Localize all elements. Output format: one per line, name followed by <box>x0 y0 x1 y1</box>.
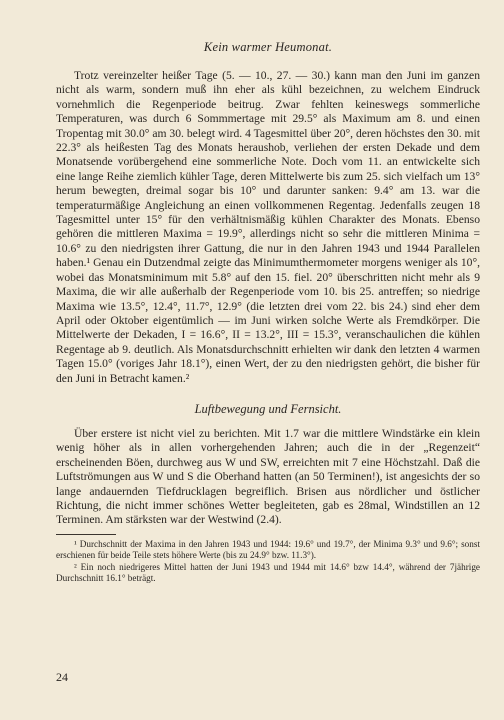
footnotes <box>56 539 480 585</box>
footnote-2: ² Ein noch niedrigeres Mittel hatten der Juni 1943 und 1944 mit 14.6° bzw 14.4°, während der 7jährige Durchschnitt 16.1° beträgt. <box>56 561 480 584</box>
section-body-wind <box>56 427 480 528</box>
paragraph-wind: Über erstere ist nicht viel zu berichten. Mit 1.7 war die mittlere Windstärke ein klein wenig höher als in allen vorhergehenden Jahren; auch die in der „Regenzeit“ erscheinenden Böen, durchweg aus W und SW, erreichten mit 7 eine Höchstzahl. Daß die Luftströmungen aus W und S die Oberhand hatten (an 50 Terminen!), ist angesichts der so lange andauernden Tiefdrucklagen begreiflich. Brisen aus nördlicher und östlicher Richtung, die nicht immer schönes Wetter begleiteten, gab es 28mal, Windstillen an 12 Terminen. Am stärksten war der Westwind (2.4). <box>56 426 480 527</box>
section-title-temperature: Kein warmer Heumonat. <box>203 40 333 54</box>
footnote-divider <box>56 534 116 535</box>
footnote-1: ¹ Durchschnitt der Maxima in den Jahren 1943 und 1944: 19.6° und 19.7°, der Minima 9.3° und 9.6°; sonst erschienen für beide Teile stets höhere Werte (bis zu 24.9° bzw. 11.3°). <box>56 538 480 561</box>
page-number: 24 <box>56 670 68 684</box>
section-body-temperature <box>56 69 480 386</box>
paragraph-temperature: Trotz vereinzelter heißer Tage (5. — 10., 27. — 30.) kann man den Juni im ganzen nicht als warm, sondern muß ihn eher als kühl bezeichnen, zu welchem Eindruck vornehmlich die Regenperiode beitrug. Zwar fehlten keineswegs sommerliche Temperaturen, was durch 6 Sommmertage mit 29.5° als Maximum am 8. und einen Tropentag mit 30.0° am 30. belegt wird. 4 Tagesmittel über 20°, deren höchstes den 30. mit 22.3° als heißesten Tag des Monats heraushob, verliehen der ersten Dekade und dem Monatsende vorübergehend eine sommerliche Note. Doch vom 11. an entwickelte sich eine lange Reihe ziemlich kühler Tage, deren Mittelwerte bis zum 25. sich vielfach um 13° herum bewegten, dreimal sogar bis 10° und darunter sanken: 9.4° am 13. war die temperaturmäßige Angleichung an einen vollkommenen Regentag. Jedenfalls zeugen 18 Tagesmittel unter 15° für den verhältnismäßig kühlen Charakter des Monats. Ebenso gehören die mittleren Maxima = 19.9°, allerdings nicht so sehr die mittleren Minima = 10.6° zu den niedrigsten ihrer Gattung, die nur in den Jahren 1943 und 1944 Parallelen haben.¹ Genau ein Dutzendmal zeigte das Minimumthermometer morgens weniger als 10°, wobei das Monatsminimum mit 5.8° auf den 15. fiel. 20° überschritten nicht mehr als 9 Maxima, die wir alle außerhalb der Regenperiode vom 10. bis 25. antreffen; so niedrige Maxima wie 13.5°, 12.4°, 11.7°, 12.9° (die letzten drei vom 22. bis 24.) sind eher dem April oder Oktober eigentümlich — im Juni wirken solche Werte als Fremdkörper. Die Mittelwerte der Dekaden, I = 16.6°, II = 13.2°, III = 15.3°, veranschaulichen die kühlen Regentage ab 9. deutlich. Als Monatsdurchschnitt erhielten wir dank den letzten 4 warmen Tagen 15.0° (voriges Jahr 18.1°), einen Wert, der zu den niedrigsten gehört, die bisher für den Juni in Betracht kamen.² <box>56 69 480 385</box>
section-title-wind: Luftbewegung und Fernsicht. <box>194 401 342 416</box>
